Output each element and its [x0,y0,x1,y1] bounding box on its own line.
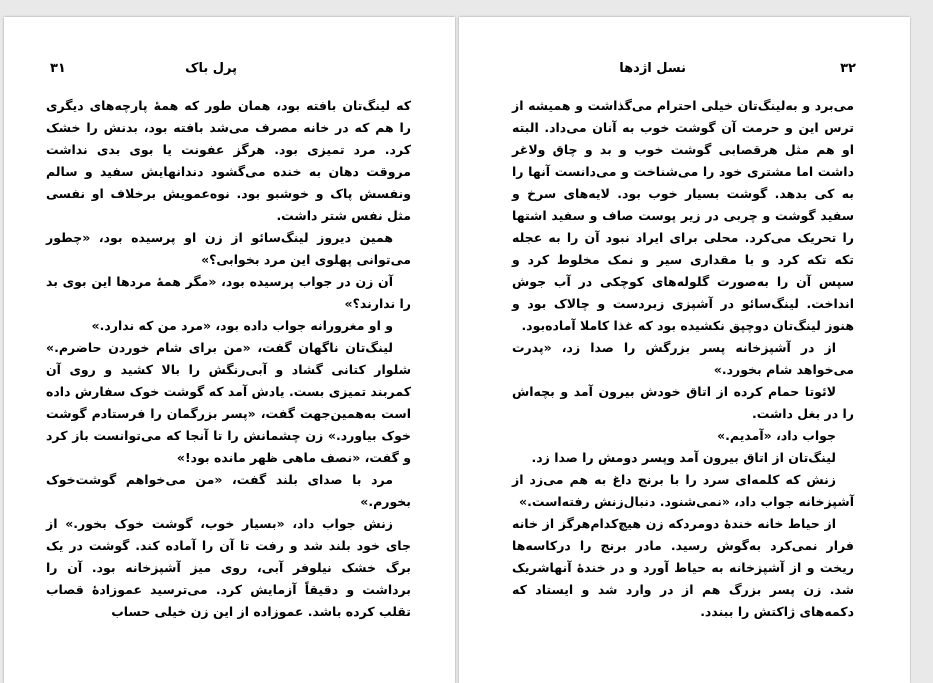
page-header [511,61,856,83]
paragraph: زنش که کلمه‌ای سرد را با برنج داغ به هم می‌زد از آشپزخانه جواب داد، «نمی‌شنود. دنبال‌زنش رفته‌است.» [512,472,854,509]
paragraph: از حیاط خانه خندهٔ دومردکه زن هیچ‌کدام‌هرگز از خانه فرار نمی‌کرد به‌گوش رسید. مادر برنج را درکاسه‌ها ریخت و از آشپزخانه به حیاط آورد و در خندهٔ آنهاشریک شد. زن پسر بزرگ هم از در وارد شد و ایستاد که دکمه‌های ژاکتش را ببندد. [512,516,854,619]
page-text [46,95,411,623]
paragraph: آن زن در جواب پرسیده بود، «مگر همهٔ مردها این بوی بد را ندارند؟» [46,274,411,311]
page-32 [459,17,910,683]
paragraph: مرد با صدای بلند گفت، «من می‌خواهم گوشت‌خوک بخورم.» [46,472,411,509]
page-number: ۳۱ [50,61,66,76]
paragraph: و او مغرورانه جواب داده بود، «مرد من که ندارد.» [91,318,393,333]
running-title: نسل اژدها [619,61,686,76]
paragraph: زنش جواب داد، «بسیار خوب، گوشت خوک بخور.» از جای خود بلند شد و رفت تا آن را آماده کند. گوشت در یک برگ خشک نیلوفر آبی، روی میز آشپزخانه بود. آن را برداشت و دقیقاً آزمایش کرد. می‌ترسید عموزادهٔ قصاب تقلب کرده باشد. عموزاده از این زن خیلی حساب [46,516,411,619]
paragraph: همین دیروز لینگ‌سائو از زن او پرسیده بود، «چطور می‌توانی پهلوی این مرد بخوابی؟» [46,230,411,267]
paragraph: می‌برد و به‌لینگ‌تان خیلی احترام می‌گذاشت و همیشه از ترس این و حرمت آن گوشت خوب به آنان می‌داد. البته او هم مثل هرقصابی گوشت خوب و بد و چاق ولاغر داشت اما مشتری خود را می‌شناخت و می‌دانست آنها را به کی بدهد. گوشت بسیار خوب بود. لایه‌های سرخ و سفید گوشت و چربی در زیر پوست صاف و سفید اشتها را تحریک می‌کرد. محلی برای ایراد نبود آن را به عجله تکه تکه کرد و با مقداری سیر و نمک مخلوط کرد و سپس آن را به‌صورت گلوله‌های کوچکی در آب جوش انداخت. لینگ‌سائو در آشپزی زبردست و چالاک بود و هنوز لینگ‌تان دوچپق نکشیده بود که غذا کاملا آماده‌بود. [512,98,854,333]
page-number: ۳۲ [840,61,856,76]
page-31 [4,17,455,683]
paragraph: از در آشپزخانه پسر بزرگش را صدا زد، «پدرت می‌خواهد شام بخورد.» [512,340,854,377]
paragraph: لینگ‌تان از اتاق بیرون آمد وپسر دومش را صدا زد. [531,450,836,465]
paragraph: که لینگ‌تان بافته بود، همان طور که همهٔ پارچه‌های دیگری را هم که در خانه مصرف می‌شد بافته بود، بدنش را خشک کرد. مرد تمیزی بود. هرگز عفونت یا بوی بدی نداشت مروقت دهان به خنده می‌گشود دندانهایش سفید و سالم ونفسش پاک و خوشبو بود. نوه‌عمویش برخلاف او نفسی مثل نفس شتر داشت. [46,98,411,223]
running-title: پرل باک [185,61,237,76]
page-header [50,61,415,83]
viewer-margin [911,17,933,683]
paragraph: جواب داد، «آمدیم.» [717,428,836,443]
page-text [512,95,854,623]
paragraph: لائوتا حمام کرده از اتاق خودش بیرون آمد و بچه‌اش را در بغل داشت. [512,384,854,421]
paragraph: لینگ‌تان ناگهان گفت، «من برای شام خوردن حاضرم.» شلوار کتانی گشاد و آبی‌رنگش را بالا کشید و روی آن کمربند تمیزی بست. یادش آمد که گوشت خوک سفارش داده است به‌همین‌جهت گفت، «پسر بزرگمان را فرستادم گوشت خوک بیاورد.» زن چشمانش را تا آنجا که می‌توانست باز کرد و گفت، «نصف ماهی ظهر مانده بود!» [46,340,411,465]
